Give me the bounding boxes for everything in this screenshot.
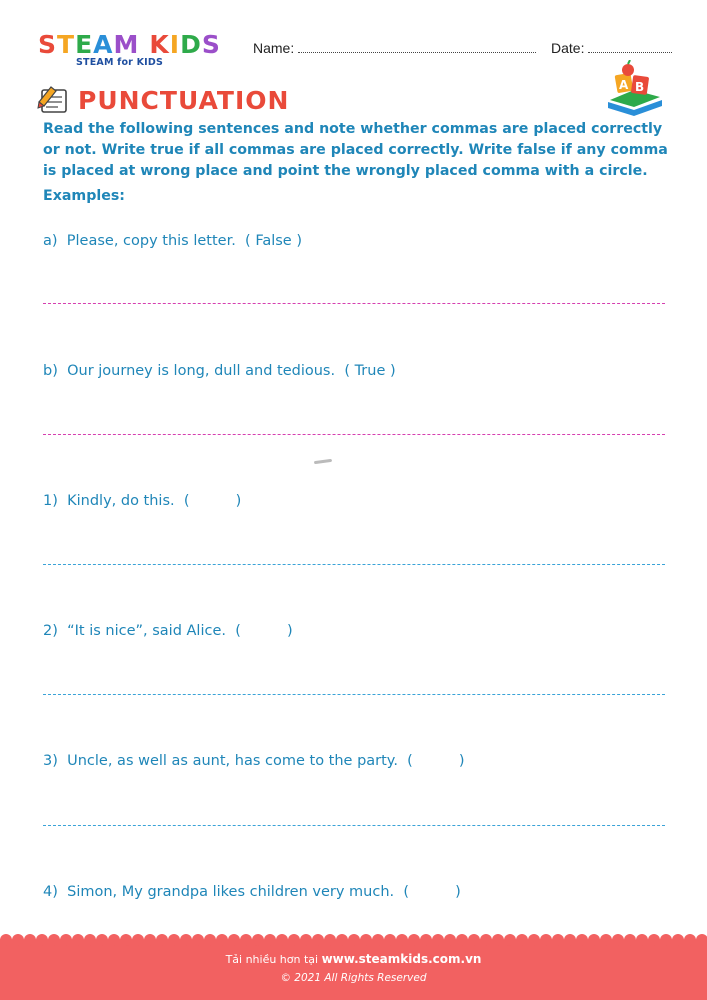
footer-download-text xyxy=(0,952,707,966)
answer-blank[interactable]: ( ) xyxy=(407,753,465,769)
scallop-bump xyxy=(384,934,396,946)
item-answer: ( False ) xyxy=(245,233,302,249)
scallop-bump xyxy=(516,934,528,946)
scallop-bump xyxy=(336,934,348,946)
scallop-bump xyxy=(252,934,264,946)
scallop-bump xyxy=(204,934,216,946)
answer-blank[interactable]: ( ) xyxy=(403,884,461,900)
logo-letter: I xyxy=(169,30,181,59)
footer xyxy=(0,940,707,1000)
item-marker: 1) xyxy=(43,493,58,509)
page-title: PUNCTUATION xyxy=(78,85,290,115)
logo-letter: D xyxy=(180,30,202,59)
scallop-bump xyxy=(648,934,660,946)
answer-line[interactable] xyxy=(43,825,665,826)
instructions: Read the following sentences and note whether commas are placed correctly or not. Write true if all commas are placed correctly. Write false if any comma is placed at wrong place and point the wrongly placed comma with a circle. xyxy=(43,121,668,179)
question-item xyxy=(43,884,461,900)
scallop-bump xyxy=(324,934,336,946)
question-item xyxy=(43,623,293,639)
scallop-bump xyxy=(480,934,492,946)
scallop-bump xyxy=(360,934,372,946)
scallop-bump xyxy=(408,934,420,946)
scallop-bump xyxy=(576,934,588,946)
logo-letter: A xyxy=(93,30,114,59)
footer-prefix: Tải nhiều hơn tại xyxy=(225,953,322,966)
scallop-bump xyxy=(228,934,240,946)
item-sentence: Kindly, do this. xyxy=(67,493,175,509)
svg-text:A: A xyxy=(619,78,629,92)
scallop-bump xyxy=(444,934,456,946)
answer-line xyxy=(43,303,665,304)
item-marker: 3) xyxy=(43,753,58,769)
stray-mark xyxy=(314,459,332,464)
scallop-bump xyxy=(588,934,600,946)
answer-line[interactable] xyxy=(43,694,665,695)
scallop-bump xyxy=(612,934,624,946)
logo-letter: K xyxy=(149,30,170,59)
scallop-bump xyxy=(552,934,564,946)
scallop-bump xyxy=(684,934,696,946)
examples-label: Examples: xyxy=(43,188,125,204)
question-item xyxy=(43,753,465,769)
scallop-bump xyxy=(192,934,204,946)
question-item xyxy=(43,493,241,509)
date-line[interactable] xyxy=(588,41,672,53)
title-row xyxy=(36,82,289,118)
footer-copyright: © 2021 All Rights Reserved xyxy=(280,972,427,984)
scallop-bump xyxy=(396,934,408,946)
steam-kids-logo xyxy=(38,30,238,75)
scallop-bump xyxy=(240,934,252,946)
scallop-bump xyxy=(0,934,12,946)
date-field[interactable] xyxy=(551,40,672,56)
scallop-bump xyxy=(420,934,432,946)
name-label: Name: xyxy=(253,40,295,56)
scallop-bump xyxy=(312,934,324,946)
item-sentence: “It is nice”, said Alice. xyxy=(67,623,226,639)
scallop-bump xyxy=(540,934,552,946)
scallop-bump xyxy=(624,934,636,946)
item-marker: b) xyxy=(43,363,58,379)
logo-tagline: STEAM for KIDS xyxy=(76,57,164,68)
scallop-bump xyxy=(696,934,707,946)
item-marker: 4) xyxy=(43,884,58,900)
scallop-bump xyxy=(48,934,60,946)
logo-letter: S xyxy=(38,30,58,59)
example-item xyxy=(43,363,396,379)
scallop-bump xyxy=(660,934,672,946)
item-sentence: Please, copy this letter. xyxy=(66,233,236,249)
scallop-bump xyxy=(36,934,48,946)
answer-blank[interactable]: ( ) xyxy=(183,493,242,509)
scallop-bump xyxy=(672,934,684,946)
name-line[interactable] xyxy=(298,41,536,53)
scallop-bump xyxy=(120,934,132,946)
scallop-bump xyxy=(132,934,144,946)
scallop-bump xyxy=(636,934,648,946)
scallop-bump xyxy=(180,934,192,946)
scallop-bump xyxy=(264,934,276,946)
logo-letter: M xyxy=(113,30,140,59)
logo-letter: T xyxy=(57,30,76,59)
item-sentence: Uncle, as well as aunt, has come to the party. xyxy=(67,753,398,769)
scallop-bump xyxy=(372,934,384,946)
scallop-bump xyxy=(216,934,228,946)
item-marker: 2) xyxy=(43,623,58,639)
answer-line xyxy=(43,434,665,435)
date-label: Date: xyxy=(551,40,585,56)
scallop-bump xyxy=(168,934,180,946)
item-marker: a) xyxy=(43,233,58,249)
scallop-bump xyxy=(456,934,468,946)
name-field[interactable] xyxy=(253,40,536,56)
scallop-bump xyxy=(84,934,96,946)
svg-text:B: B xyxy=(635,80,645,94)
worksheet-header xyxy=(0,0,707,80)
scallop-bump xyxy=(96,934,108,946)
item-sentence: Simon, My grandpa likes children very much. xyxy=(67,884,395,900)
scallop-bump xyxy=(348,934,360,946)
item-sentence: Our journey is long, dull and tedious. xyxy=(67,363,336,379)
scallop-bump xyxy=(72,934,84,946)
scallop-bump xyxy=(432,934,444,946)
logo-letter: E xyxy=(75,30,94,59)
scallop-bump xyxy=(528,934,540,946)
logo-letter: S xyxy=(201,30,221,59)
scallop-bump xyxy=(276,934,288,946)
logo-wordmark xyxy=(38,30,221,60)
answer-line[interactable] xyxy=(43,564,665,565)
scallop-bump xyxy=(144,934,156,946)
pencil-paper-icon xyxy=(36,84,70,116)
answer-blank[interactable]: ( ) xyxy=(235,623,293,639)
scallop-bump xyxy=(600,934,612,946)
footer-site-link[interactable]: www.steamkids.com.vn xyxy=(321,952,482,966)
scallop-bump xyxy=(288,934,300,946)
scallop-bump xyxy=(108,934,120,946)
footer-scallop-edge xyxy=(0,934,707,946)
ab-book-apple-icon xyxy=(604,60,666,116)
example-item xyxy=(43,233,302,249)
item-answer: ( True ) xyxy=(344,363,396,379)
scallop-bump xyxy=(564,934,576,946)
scallop-bump xyxy=(492,934,504,946)
scallop-bump xyxy=(504,934,516,946)
scallop-bump xyxy=(300,934,312,946)
scallop-bump xyxy=(60,934,72,946)
scallop-bump xyxy=(12,934,24,946)
scallop-bump xyxy=(468,934,480,946)
scallop-bump xyxy=(24,934,36,946)
scallop-bump xyxy=(156,934,168,946)
